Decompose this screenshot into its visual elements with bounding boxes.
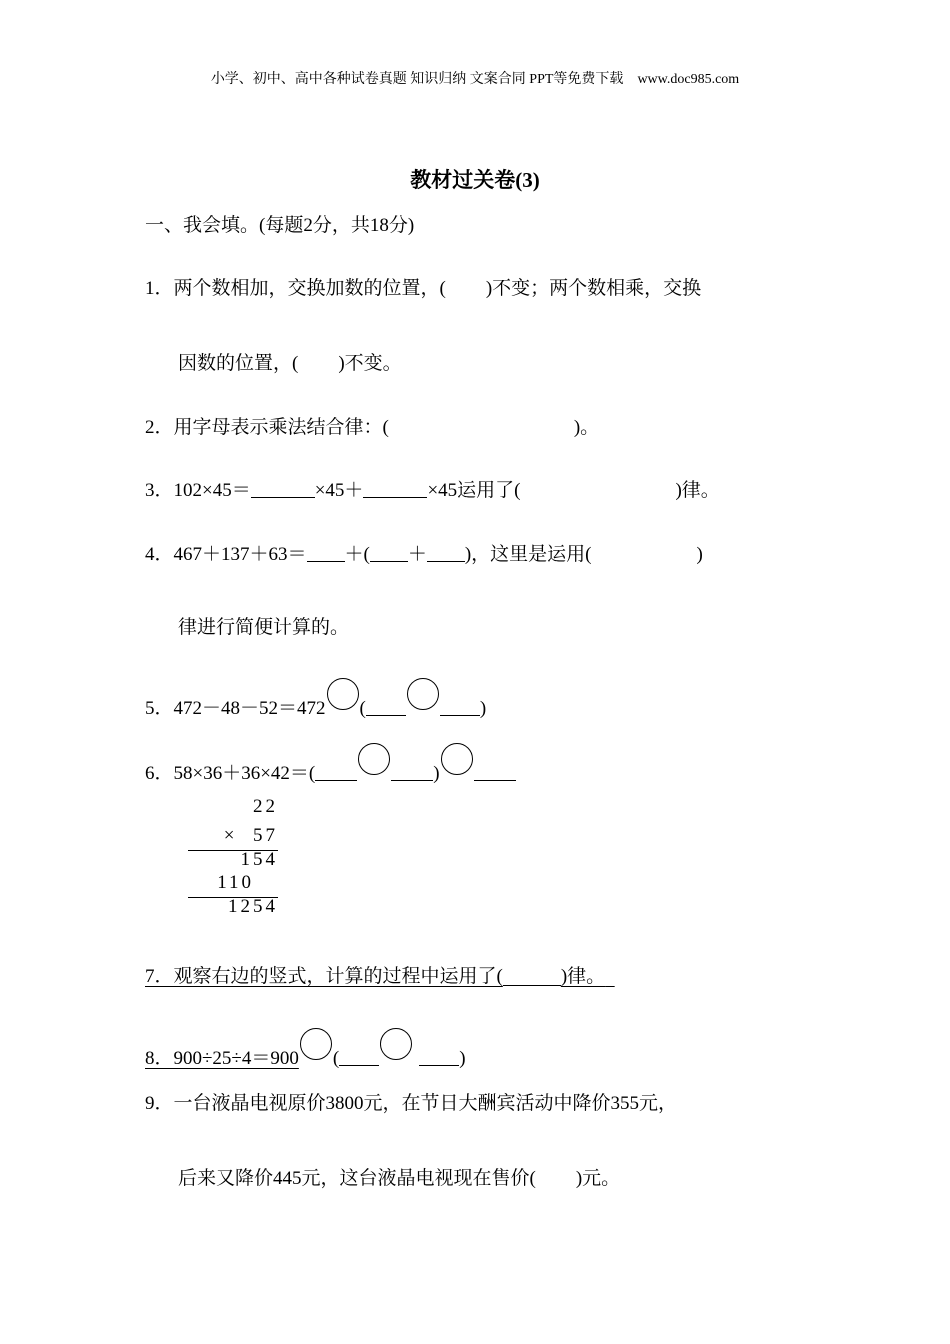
product: 1254: [228, 896, 278, 917]
question-4: 4．467＋137＋63＝ ＋( ＋ )，这里是运用( ): [145, 544, 703, 565]
multiplier: × 57: [223, 825, 278, 846]
operator-circle[interactable]: [300, 1028, 332, 1060]
question-4-cont: 律进行简便计算的。: [178, 617, 350, 638]
section-heading: 一、我会填。(每题2分，共18分): [145, 215, 415, 236]
question-2: 2．用字母表示乘法结合律：( )。: [145, 417, 600, 438]
question-1: 1．两个数相加，交换加数的位置，( )不变；两个数相乘，交换: [145, 278, 702, 299]
question-1-cont: 因数的位置，( )不变。: [178, 353, 402, 374]
page-title: 教材过关卷(3): [410, 168, 540, 192]
page-header: [0, 68, 950, 88]
question-3: 3．102×45＝ ×45＋ ×45运用了( )律。: [145, 480, 720, 501]
question-9-cont: 后来又降价445元，这台液晶电视现在售价( )元。: [178, 1168, 621, 1189]
operator-circle[interactable]: [441, 743, 473, 775]
operator-circle[interactable]: [327, 678, 359, 710]
operator-circle[interactable]: [407, 678, 439, 710]
question-8: 8．900÷25÷4＝900 ( ): [145, 1028, 466, 1071]
header-text: 小学、初中、高中各种试卷真题 知识归纳 文案合同 PPT等免费下载: [210, 72, 624, 87]
question-7: 7．观察右边的竖式，计算的过程中运用了( )律。: [145, 966, 606, 987]
question-5: 5．472－48－52＝472 ( ): [145, 678, 486, 721]
question-9: 9．一台液晶电视原价3800元，在节日大酬宾活动中降价355元，: [145, 1093, 678, 1114]
partial-product-1: 154: [240, 849, 278, 870]
operator-circle[interactable]: [358, 743, 390, 775]
multiplicand: 22: [253, 796, 278, 817]
vertical-multiplication: [188, 792, 278, 921]
partial-product-2: 110: [217, 872, 254, 893]
header-site: www.doc985.com: [637, 72, 740, 87]
question-6: 6．58×36＋36×42＝( ): [145, 743, 516, 786]
operator-circle[interactable]: [380, 1028, 412, 1060]
